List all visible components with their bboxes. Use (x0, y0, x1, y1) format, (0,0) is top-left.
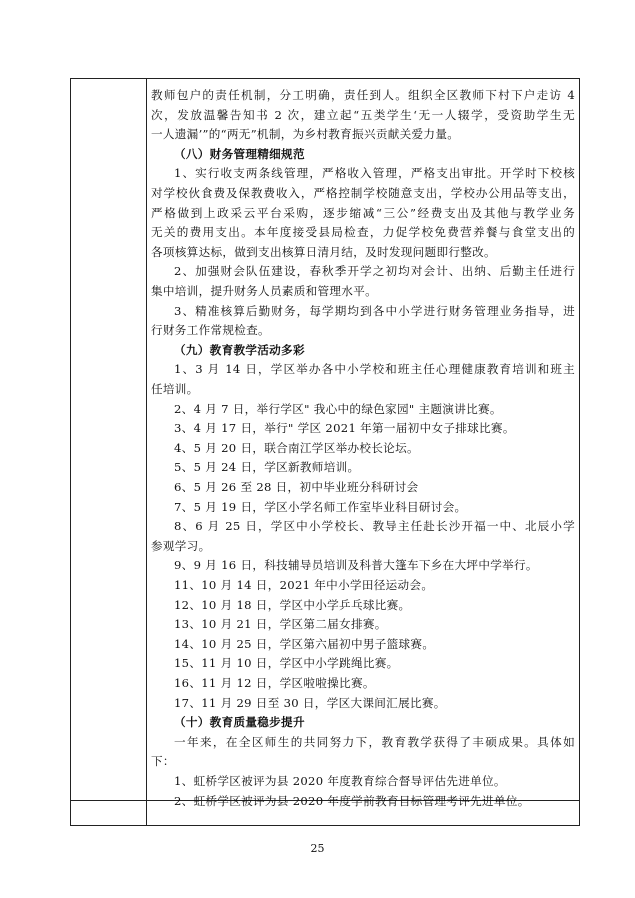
text-line: 一人遗漏’”的“两无”机制，为乡村教育振兴贡献关爱力量。 (151, 127, 460, 142)
text-line: 集中培训，提升财务人员素质和管理水平。 (151, 284, 377, 298)
text-line: 任培训。 (151, 382, 199, 396)
text-line: 下： (151, 754, 175, 769)
text-line: 无关的费用支出。本年度接受县局检查，力促学校免费营养餐与食堂支出的 (151, 225, 575, 240)
section-heading: （九）教育教学活动多彩 (174, 342, 305, 357)
text-line: 1、虹桥学区被评为县 2020 年度教育综合督导评估先进单位。 (174, 774, 506, 788)
text-line: 行财务工作常规检查。 (151, 323, 270, 338)
text-line: 次，发放温馨告知书 2 次，建立起“五类学生‘无一人辍学，受资助学生无 (151, 107, 575, 122)
text-line: 1、3 月 14 日，学区举办各中小学校和班主任心理健康教育培训和班主 (174, 362, 575, 377)
table-left-column (71, 79, 147, 825)
text-line: 11、10 月 14 日，2021 年中小学田径运动会。 (174, 578, 434, 592)
text-line: 16、11 月 12 日，学区啦啦操比赛。 (174, 676, 375, 690)
text-line: 严格做到上政采云平台采购，逐步缩减“三公”经费支出及其他与教学业务 (151, 205, 575, 220)
text-line: 3、精准核算后勤财务，每学期均到各中小学进行财务管理业务指导，进 (174, 303, 575, 318)
text-line: 12、10 月 18 日，学区中小学乒乓球比赛。 (174, 597, 411, 612)
text-line: 2、4 月 7 日，举行学区" 我心中的绿色家园" 主题演讲比赛。 (174, 401, 502, 416)
text-line: 8、6 月 25 日，学区中小学校长、教导主任赴长沙开福一中、北辰小学 (174, 519, 575, 534)
text-line: 教师包户的责任机制，分工明确，责任到人。组织全区教师下村下户走访 4 (151, 88, 575, 102)
text-line: 15、11 月 10 日，学区中小学跳绳比赛。 (174, 656, 399, 671)
text-line: 一年来，在全区师生的共同努力下，教育教学获得了丰硕成果。具体如 (174, 734, 575, 749)
text-line: 4、5 月 20 日，联合南江学区举办校长论坛。 (174, 440, 419, 455)
text-line: 9、9 月 16 日，科技辅导员培训及科普大篷车下乡在大坪中学举行。 (174, 558, 538, 573)
text-line: 14、10 月 25 日，学区第六届初中男子篮球赛。 (174, 636, 435, 651)
text-line: 2、虹桥学区被评为县 2020 年度学前教育目标管理考评先进单位。 (174, 793, 530, 808)
page-number: 25 (310, 842, 325, 855)
text-line: 1、实行收支两条线管理，严格收入管理，严格支出审批。开学时下校核 (174, 166, 575, 181)
text-line: 5、5 月 24 日，学区新教师培训。 (174, 460, 360, 475)
text-line: 13、10 月 21 日，学区第二届女排赛。 (174, 617, 387, 632)
text-line: 17、11 月 29 日至 30 日，学区大课间汇展比赛。 (174, 695, 446, 710)
text-line: 3、4 月 17 日，举行" 学区 2021 年第一届初中女子排球比赛。 (174, 421, 515, 436)
text-line: 2、加强财会队伍建设，春秋季开学之初均对会计、出纳、后勤主任进行 (174, 264, 575, 279)
text-line: 7、5 月 19 日，学区小学名师工作室毕业科目研讨会。 (174, 499, 467, 514)
text-line: 6、5 月 26 至 28 日，初中毕业班分科研讨会 (174, 480, 419, 494)
report-table (70, 78, 580, 826)
text-line: 各项核算达标，做到支出核算日清月结，及时发现问题即行整改。 (151, 244, 496, 259)
text-line: 参观学习。 (151, 538, 211, 553)
section-heading: （十）教育质量稳步提升 (174, 715, 305, 730)
section-heading: （八）财务管理精细规范 (174, 146, 305, 161)
text-line: 对学校伙食费及保教费收入，严格控制学校随意支出，学校办公用品等支出， (151, 186, 575, 200)
